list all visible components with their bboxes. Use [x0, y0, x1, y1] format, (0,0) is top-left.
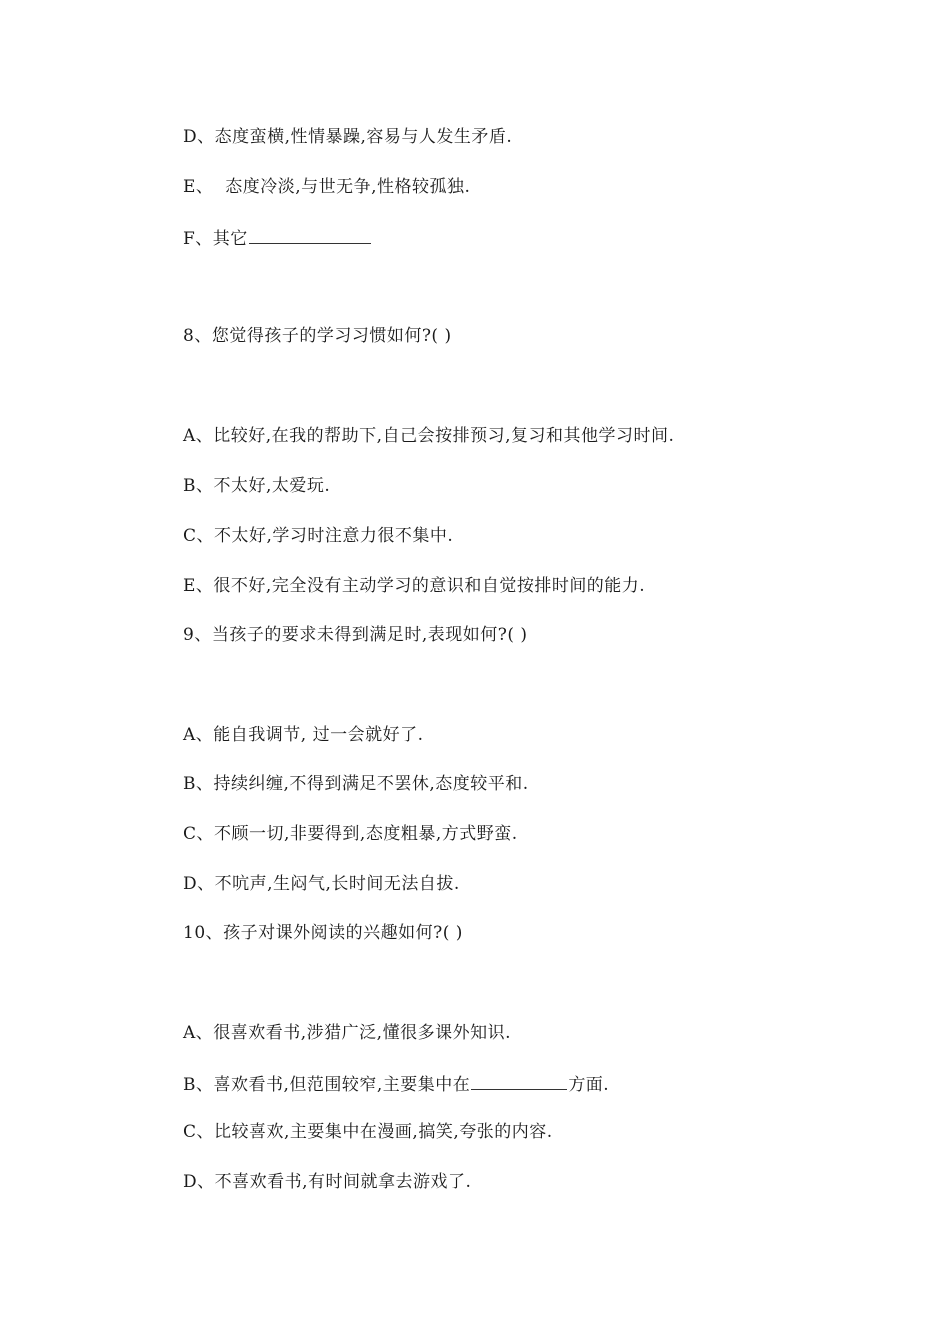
- q8-option-c: C、不太好,学习时注意力很不集中.: [183, 526, 454, 546]
- q9-option-b: B、持续纠缠,不得到满足不罢休,态度较平和.: [183, 774, 529, 794]
- q10-option-b-text: B、喜欢看书,但范围较窄,主要集中在: [183, 1075, 471, 1095]
- q8-option-e: E、很不好,完全没有主动学习的意识和自觉按排时间的能力.: [183, 576, 646, 596]
- question-9: 9、当孩子的要求未得到满足时,表现如何?( ): [183, 625, 528, 645]
- q7-option-d: D、态度蛮横,性情暴躁,容易与人发生矛盾.: [183, 127, 513, 147]
- fill-in-blank[interactable]: [249, 226, 371, 244]
- q8-option-a: A、比较好,在我的帮助下,自己会按排预习,复习和其他学习时间.: [183, 426, 675, 446]
- q7-option-f: [183, 226, 372, 250]
- q9-option-c: C、不顾一切,非要得到,态度粗暴,方式野蛮.: [183, 824, 518, 844]
- q9-option-a: A、能自我调节, 过一会就好了.: [183, 725, 424, 745]
- q8-option-b: B、不太好,太爱玩.: [183, 476, 331, 496]
- question-10: 10、孩子对课外阅读的兴趣如何?( ): [183, 923, 463, 943]
- question-8: 8、您觉得孩子的学习习惯如何?( ): [183, 326, 452, 346]
- q9-option-d: D、不吭声,生闷气,长时间无法自拔.: [183, 874, 460, 894]
- q10-option-c: C、比较喜欢,主要集中在漫画,搞笑,夸张的内容.: [183, 1122, 553, 1142]
- q10-option-a: A、很喜欢看书,涉猎广泛,懂很多课外知识.: [183, 1023, 511, 1043]
- q10-option-b: [183, 1072, 609, 1096]
- q7-option-e: E、 态度冷淡,与世无争,性格较孤独.: [183, 177, 471, 197]
- q10-option-d: D、不喜欢看书,有时间就拿去游戏了.: [183, 1172, 472, 1192]
- fill-in-blank[interactable]: [471, 1072, 567, 1090]
- q10-option-b-suffix: 方面.: [568, 1075, 610, 1095]
- q7-option-f-label: F、其它: [183, 229, 248, 249]
